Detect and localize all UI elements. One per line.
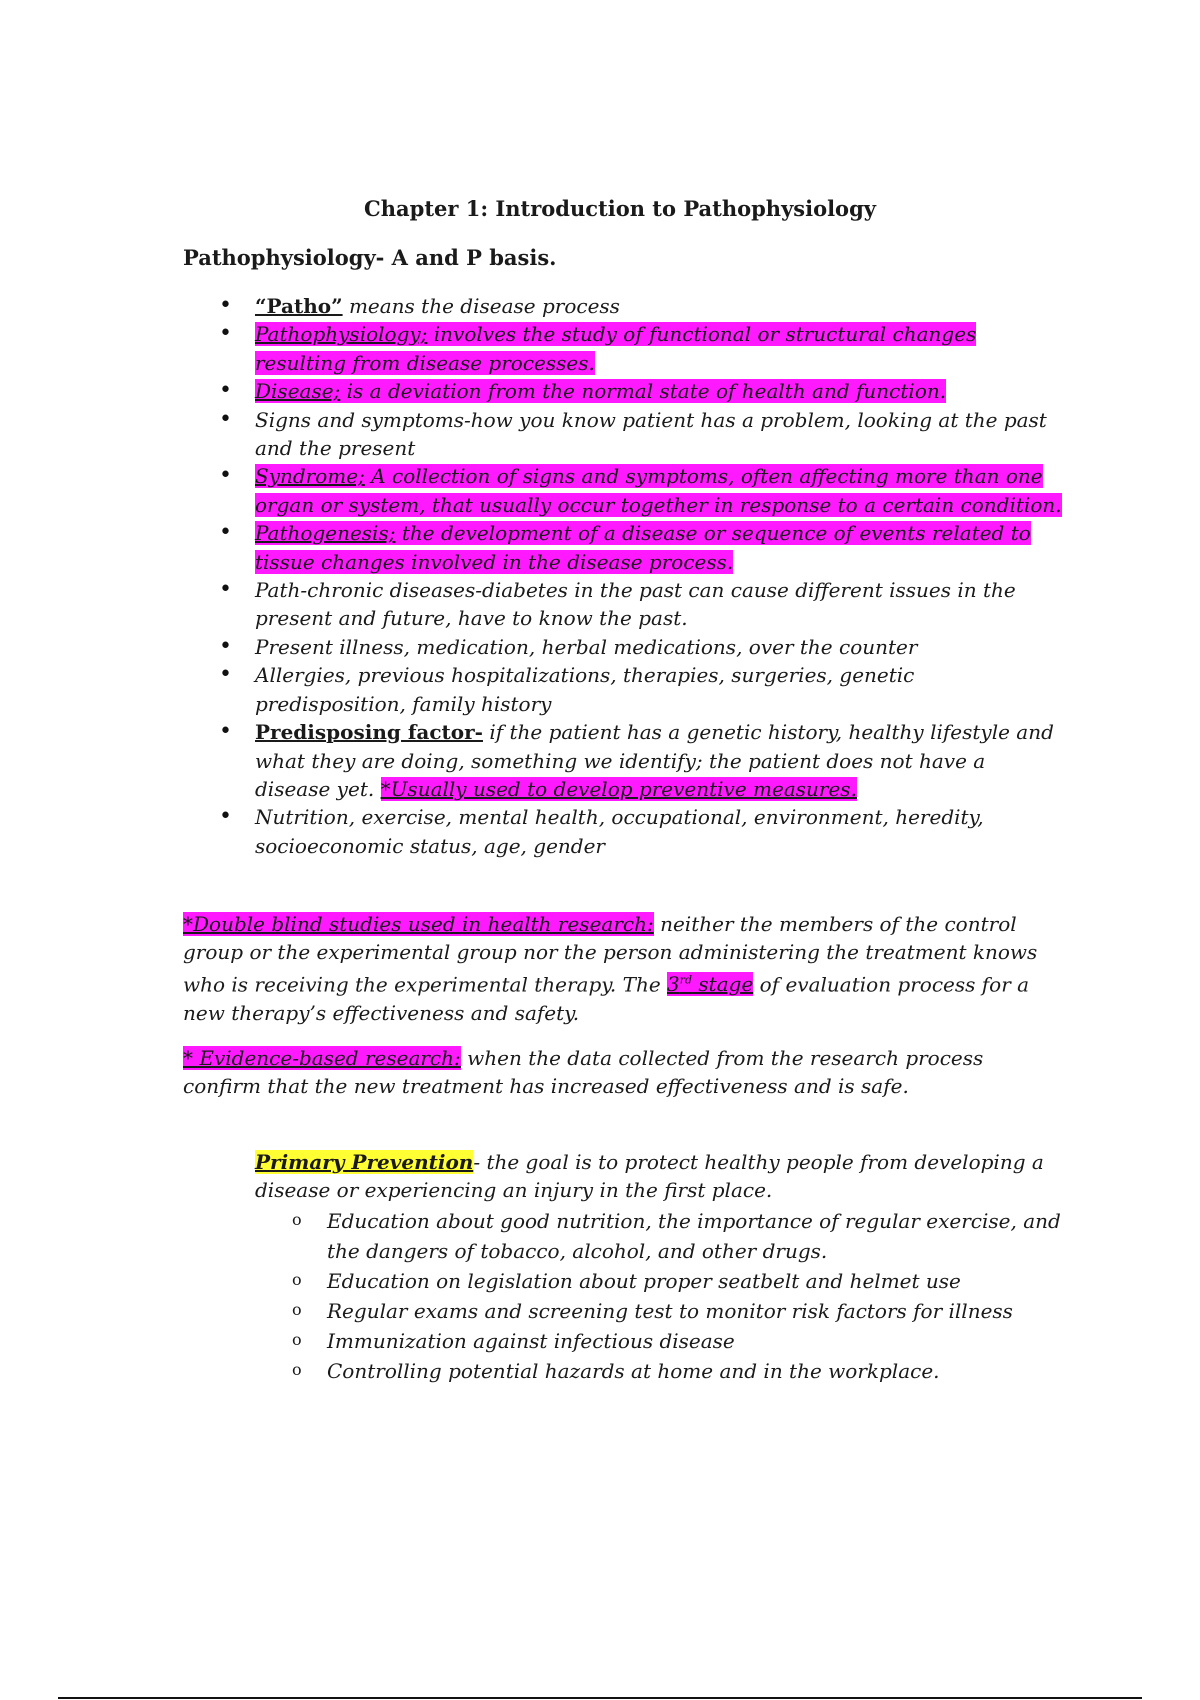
page-bottom-rule	[58, 1697, 1142, 1699]
list-item	[183, 462, 1063, 519]
list-item-text: Nutrition, exercise, mental health, occupational, environment, heredity, socioeconomic status, age, gender	[255, 805, 984, 858]
list-item	[183, 406, 1063, 463]
list-item: o Controlling potential hazards at home and in the workplace.	[255, 1356, 1065, 1386]
list-item	[183, 661, 1063, 718]
term-patho: “Patho”	[255, 294, 343, 318]
definition-text: means the disease process	[342, 294, 620, 318]
list-item-text: Present illness, medication, herbal medications, over the counter	[255, 634, 918, 659]
list-item-text: Allergies, previous hospitalizations, therapies, surgeries, genetic predisposition, family history	[255, 663, 915, 716]
term-predisposing-factor: Predisposing factor-	[255, 720, 483, 745]
list-item	[183, 633, 1063, 661]
term-primary-prevention: Primary Prevention	[255, 1150, 474, 1174]
list-item: o Education about good nutrition, the importance of regular exercise, and the dangers of tobacco, alcohol, and other drugs.	[255, 1206, 1065, 1266]
definition-text: if the patient has a genetic history, healthy lifestyle and what they are doing, something we identify; the patient does not have a disease yet.	[255, 720, 1054, 801]
list-item	[183, 519, 1063, 576]
term-double-blind: *Double blind studies used in health research:	[183, 912, 654, 936]
chapter-title: Chapter 1: Introduction to Pathophysiology	[364, 196, 876, 221]
list-item: o Regular exams and screening test to monitor risk factors for illness	[255, 1296, 1065, 1326]
section-title: Pathophysiology- A and P basis.	[183, 245, 557, 270]
definition-text: A collection of signs and symptoms, often affecting more than one organ or system, that usually occur together in response to a certain condition.	[255, 464, 1062, 517]
list-item	[183, 320, 1063, 377]
list-item	[183, 292, 1063, 320]
prevention-list	[255, 1206, 1065, 1386]
paragraph-text: when the data collected from the research process confirm that the new treatment has increased effectiveness and is safe.	[183, 1046, 984, 1099]
paragraph-text: - the goal is to protect healthy people from developing a disease or experiencing an injury in the first place.	[255, 1150, 1044, 1203]
term-evidence-based: * Evidence-based research:	[183, 1046, 461, 1070]
definition-text: the development of a disease or sequence of events related to tissue changes involved in the disease process.	[255, 521, 1031, 574]
paragraph-text: of evaluation process for a new therapy’s effectiveness and safety.	[183, 972, 1030, 1025]
term-disease: Disease;	[255, 379, 341, 404]
list-item	[183, 803, 1063, 860]
definition-text: is a deviation from the normal state of health and function.	[340, 379, 947, 404]
list-item	[183, 576, 1063, 633]
evidence-based-paragraph	[183, 1044, 1063, 1101]
double-blind-paragraph	[183, 910, 1063, 1027]
term-pathogenesis: Pathogenesis;	[255, 521, 396, 546]
definitions-list	[183, 292, 1063, 860]
highlighted-note: *Usually used to develop preventive measures.	[380, 776, 857, 801]
stage-word: stage	[692, 972, 754, 997]
list-item	[183, 718, 1063, 803]
list-item: o Education on legislation about proper seatbelt and helmet use	[255, 1266, 1065, 1296]
primary-prevention-intro	[255, 1148, 1065, 1205]
list-item	[183, 377, 1063, 405]
list-item-text: Signs and symptoms-how you know patient has a problem, looking at the past and the present	[255, 407, 1047, 461]
paragraph-text: neither the members of the control group or the experimental group nor the person administering the treatment knows who is receiving the experimental therapy. The	[183, 912, 1038, 997]
primary-prevention-section	[255, 1148, 1065, 1386]
stage-ordinal: rd	[679, 973, 693, 987]
definition-text: involves the study of functional or structural changes resulting from disease processes.	[255, 322, 977, 375]
list-item-text: Path-chronic diseases-diabetes in the past can cause different issues in the present and future, have to know the past.	[255, 578, 1016, 631]
stage-highlight	[667, 972, 753, 996]
term-pathophysiology: Pathophysiology;	[255, 322, 428, 347]
term-syndrome: Syndrome;	[255, 464, 365, 489]
list-item: o Immunization against infectious disease	[255, 1326, 1065, 1356]
stage-number: 3	[667, 972, 680, 997]
